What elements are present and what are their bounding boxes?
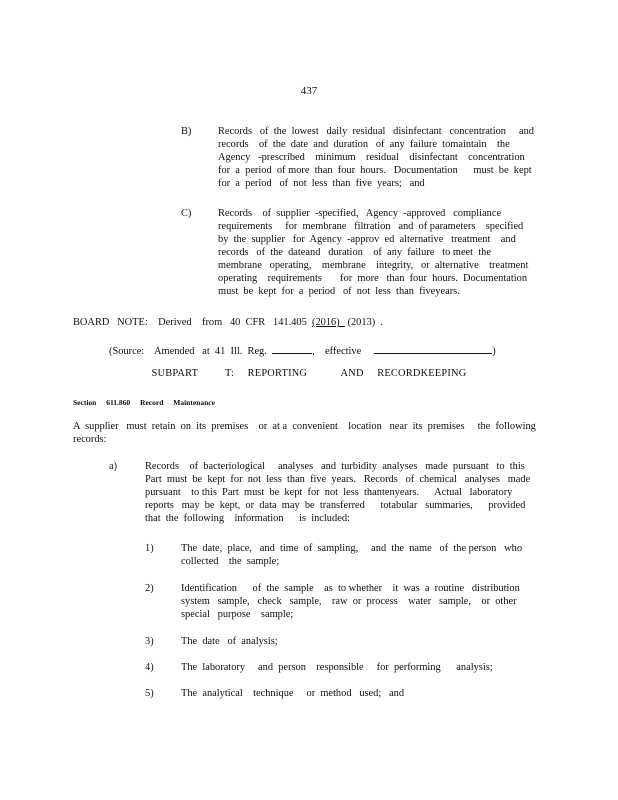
item-c-line: must be kept for a period of not less than fiveyears. bbox=[218, 286, 460, 297]
sub-item-5-marker: 5) bbox=[145, 688, 154, 699]
item-b-line: records of the date and duration of any failure tomaintain the bbox=[218, 139, 510, 150]
sub-item-1-text bbox=[181, 542, 521, 568]
source-suffix: ) bbox=[492, 346, 496, 357]
source-middle: , effective bbox=[312, 346, 362, 357]
item-c-line: Records of supplier -specified, Agency -approved compliance bbox=[218, 208, 502, 219]
intro-paragraph bbox=[73, 420, 543, 446]
item-a-line: Records of bacteriological analyses and turbidity analyses made pursuant to this bbox=[145, 461, 525, 472]
item-b-line: for a period of more than four hours. Documentation must be kept bbox=[218, 165, 532, 176]
board-note-suffix: (2013) . bbox=[344, 317, 383, 328]
section-heading: Section 611.860 Record Maintenance bbox=[73, 398, 215, 407]
page-number: 437 bbox=[300, 85, 318, 97]
sub-item-line: The laboratory and person responsible for performing analysis; bbox=[181, 662, 493, 673]
sub-item-3-text bbox=[181, 635, 521, 648]
sub-item-line: collected the sample; bbox=[181, 556, 280, 567]
item-b-line: Records of the lowest daily residual disinfectant concentration and bbox=[218, 126, 534, 137]
sub-item-4-text bbox=[181, 661, 521, 674]
sub-item-2-text bbox=[181, 582, 521, 621]
sub-item-line: Identification of the sample as to whether it was a routine distribution bbox=[181, 583, 520, 594]
sub-item-line: special purpose sample; bbox=[181, 609, 294, 620]
intro-line: records: bbox=[73, 434, 107, 445]
item-c-line: records of the dateand duration of any failure to meet the bbox=[218, 247, 491, 258]
item-a-marker: a) bbox=[109, 461, 118, 472]
sub-item-line: The analytical technique or method used; and bbox=[181, 688, 405, 699]
intro-line: A supplier must retain on its premises or at a convenient location near its premises the following bbox=[73, 421, 536, 432]
item-c-line: membrane operating, membrane integrity, or alternative treatment bbox=[218, 260, 529, 271]
sub-item-line: The date, place, and time of sampling, and the name of the person who bbox=[181, 543, 523, 554]
item-a-line: pursuant to this Part must be kept for not less thantenyears. Actual laboratory bbox=[145, 487, 513, 498]
item-c-marker: C) bbox=[181, 208, 192, 219]
item-c-line: requirements for membrane filtration and of parameters specified bbox=[218, 221, 524, 232]
item-b-line: for a period of not less than five years; and bbox=[218, 178, 425, 189]
item-c-text bbox=[218, 207, 536, 298]
sub-item-4-marker: 4) bbox=[145, 662, 154, 673]
sub-item-1-marker: 1) bbox=[145, 543, 154, 554]
source-prefix: (Source: Amended at 41 Ill. Reg. bbox=[109, 346, 267, 357]
item-b-marker: B) bbox=[181, 126, 192, 137]
sub-item-3-marker: 3) bbox=[145, 636, 154, 647]
item-b-line: Agency -prescribed minimum residual disinfectant concentration bbox=[218, 152, 525, 163]
sub-item-line: system sample, check sample, raw or process water sample, or other bbox=[181, 596, 517, 607]
sub-item-2-marker: 2) bbox=[145, 583, 154, 594]
item-c-line: operating requirements for more than four hours. Documentation bbox=[218, 273, 528, 284]
register-page-blank bbox=[272, 342, 312, 354]
source-note bbox=[109, 342, 496, 358]
item-a-line: Part must be kept for not less than five years. Records of chemical analyses made bbox=[145, 474, 531, 485]
subpart-title: SUBPART T: REPORTING AND RECORDKEEPING bbox=[151, 368, 467, 379]
item-a-line: reports may be kept, or data may be transferred totabular summaries, provided bbox=[145, 500, 526, 511]
effective-date-blank bbox=[374, 342, 492, 354]
board-note-prefix: BOARD NOTE: Derived from 40 CFR 141.405 bbox=[73, 317, 312, 328]
sub-item-line: The date of analysis; bbox=[181, 636, 278, 647]
sub-item-5-text bbox=[181, 687, 521, 700]
board-note-inserted-year: (2016) bbox=[311, 317, 345, 328]
item-c-line: by the supplier for Agency -approv ed alternative treatment and bbox=[218, 234, 516, 245]
item-a-line: that the following information is included: bbox=[145, 513, 350, 524]
item-b-text bbox=[218, 125, 536, 190]
item-a-text bbox=[145, 460, 535, 525]
board-note bbox=[73, 316, 383, 329]
